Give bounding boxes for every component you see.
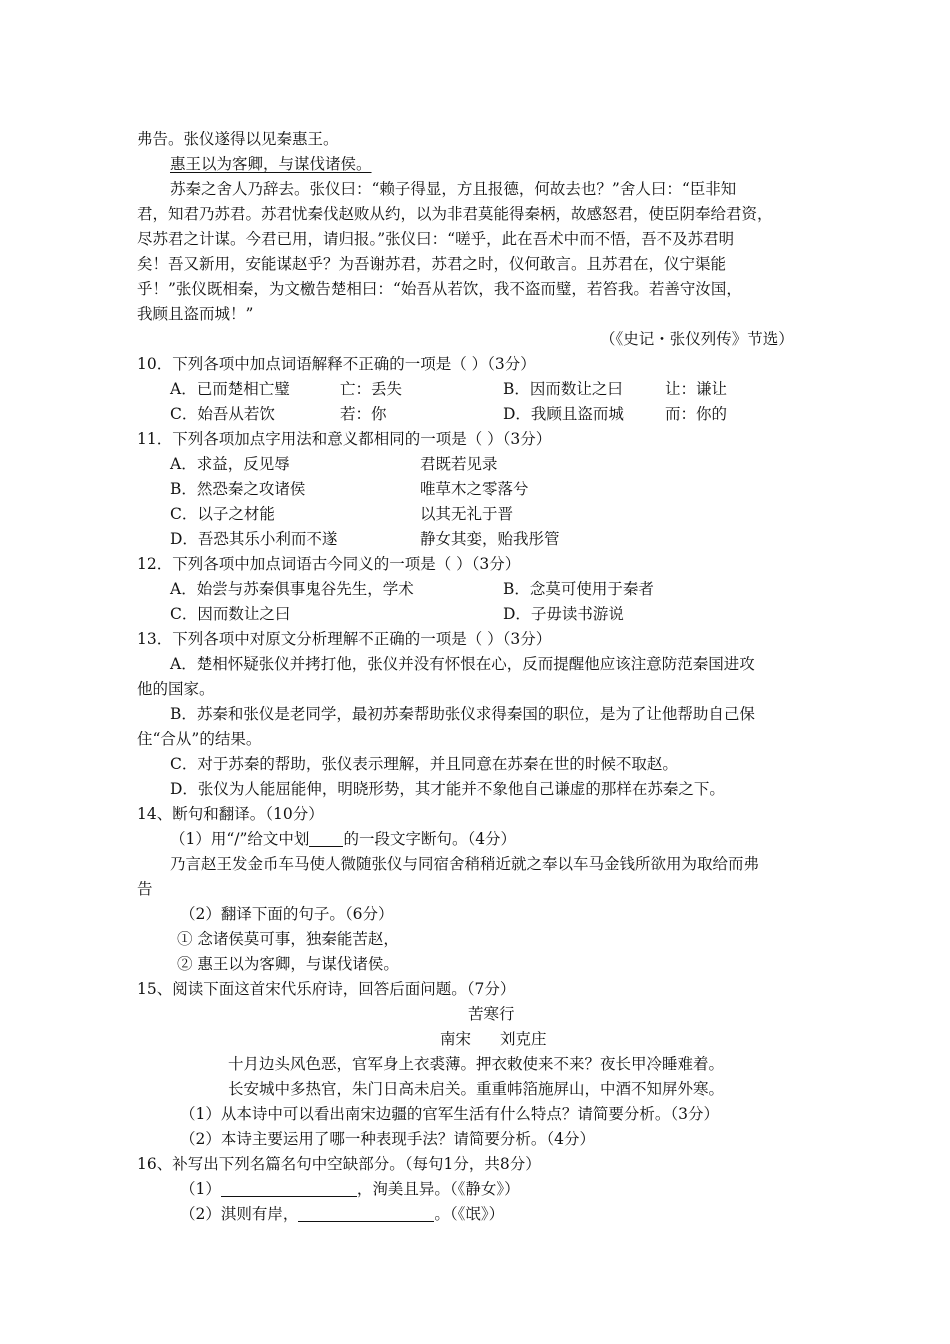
fill-blank[interactable]: [221, 1180, 357, 1197]
q12-option-b: B．念莫可使用于秦者: [503, 580, 654, 598]
q12-option-a: A．始尝与苏秦俱事鬼谷先生，学术: [170, 580, 414, 598]
q14-sentence-2: ② 惠王以为客卿，与谋伐诸侯。: [177, 955, 399, 973]
q15-sub2: （2）本诗主要运用了哪一种表现手法？请简要分析。（4分）: [180, 1130, 595, 1148]
q10-option-b: B．因而数让之曰: [503, 380, 623, 398]
underline-blank: [309, 830, 343, 847]
passage-line: 君，知君乃苏君。苏君忧秦伐赵败从约，以为非君莫能得秦柄，故感怒君，使臣阴奉给君资，: [137, 205, 773, 223]
passage-line: 弗告。张仪遂得以见秦惠王。: [137, 130, 339, 148]
q14-sentence-1: ① 念诸侯莫可事，独秦能苦赵，: [177, 930, 399, 948]
q10-option-c: C．始吾从若饮: [170, 405, 275, 423]
poem-line-1: 十月边头风色恶，官军身上衣裘薄。押衣敕使来不来？夜长甲冷睡难着。: [228, 1055, 725, 1073]
q14-part1: [170, 827, 516, 851]
q16-item-1-suffix: ，洵美且异。（《静女》）: [356, 1180, 520, 1198]
q11-option-d: D．吾恐其乐小利而不遂: [170, 530, 338, 548]
q11-option-d-compare: 静女其娈，贻我彤管: [420, 530, 560, 548]
q10-option-a: A．已而楚相亡璧: [170, 380, 290, 398]
q11-option-b-compare: 唯草木之零落兮: [420, 480, 529, 498]
q11-option-c: C．以子之材能: [170, 505, 275, 523]
passage-line: 乎！”张仪既相秦，为文檄告楚相曰：“始吾从若饮，我不盗而璧，若笞我。若善守汝国，: [137, 280, 742, 298]
q14-text-line: 乃言赵王发金币车马使人微随张仪与同宿舍稍稍近就之奉以车马金钱所欲用为取给而弗: [170, 855, 760, 873]
q13-option-a-cont: 他的国家。: [137, 680, 215, 698]
q13-option-b: B．苏秦和张仪是老同学，最初苏秦帮助张仪求得秦国的职位，是为了让他帮助自己保: [170, 705, 755, 723]
poem-title: 苦寒行: [468, 1005, 515, 1023]
q11-option-b: B．然恐秦之攻诸侯: [170, 480, 306, 498]
q10-stem: 10．下列各项中加点词语解释不正确的一项是（ ）（3分）: [137, 355, 536, 373]
poem-dynasty: 南宋: [440, 1030, 472, 1048]
q14-part1-prefix: （1）用“/”给文中划: [170, 830, 310, 848]
q11-option-c-compare: 以其无礼于晋: [420, 505, 514, 523]
q12-option-d: D．子毋读书游说: [503, 605, 624, 623]
q11-option-a: A．求益，反见辱: [170, 455, 290, 473]
q12-stem: 12．下列各项中加点词语古今同义的一项是（ ）（3分）: [137, 555, 521, 573]
q10-option-a-explanation: 亡：丢失: [340, 380, 403, 398]
q16-item-1: [180, 1177, 520, 1201]
q16-item-2-prefix: （2）淇则有岸，: [180, 1205, 299, 1223]
q14-part1-suffix: 的一段文字断句。（4分）: [343, 830, 517, 848]
q16-item-2: [180, 1202, 504, 1226]
q14-part2: （2）翻译下面的句子。（6分）: [180, 905, 394, 923]
q10-option-c-explanation: 若：你: [340, 405, 387, 423]
q14-stem: 14、断句和翻译。（10分）: [137, 805, 324, 823]
q10-option-d: D．我顾且盗而城: [503, 405, 624, 423]
q13-option-d: D．张仪为人能屈能伸，明晓形势，其才能并不象他自己谦虚的那样在苏秦之下。: [170, 780, 725, 798]
q10-option-b-explanation: 让：谦让: [665, 380, 728, 398]
passage-line: 矣！吾又新用，安能谋赵乎？为吾谢苏君，苏君之时，仪何敢言。且苏君在，仪宁渠能: [137, 255, 727, 273]
passage-source: （《史记・张仪列传》节选）: [600, 330, 794, 348]
poem-line-2: 长安城中多热官，朱门日高未启关。重重帏箔施屏山，中酒不知屏外寒。: [228, 1080, 725, 1098]
poem-author: 刘克庄: [500, 1030, 547, 1048]
q13-option-b-cont: 住“合从”的结果。: [137, 730, 262, 748]
q16-item-2-suffix: 。（《氓》）: [434, 1205, 505, 1223]
q15-sub1: （1）从本诗中可以看出南宋边疆的官军生活有什么特点？请简要分析。（3分）: [180, 1105, 719, 1123]
q11-stem: 11．下列各项加点字用法和意义都相同的一项是（ ）（3分）: [137, 430, 552, 448]
passage-underlined-line: 惠王以为客卿，与谋伐诸侯。: [170, 155, 372, 173]
passage-line: 尽苏君之计谋。今君已用，请归报。”张仪曰：“嗟乎，此在吾术中而不悟，吾不及苏君明: [137, 230, 735, 248]
q13-option-c: C．对于苏秦的帮助，张仪表示理解，并且同意在苏秦在世的时候不取赵。: [170, 755, 678, 773]
q13-stem: 13．下列各项中对原文分析理解不正确的一项是（ ）（3分）: [137, 630, 552, 648]
q16-item-1-prefix: （1）: [180, 1180, 221, 1198]
q16-stem: 16、补写出下列名篇名句中空缺部分。（每句1分，共8分）: [137, 1155, 541, 1173]
q14-text-line: 告: [137, 880, 153, 898]
passage-line: 苏秦之舍人乃辞去。张仪曰：“赖子得显，方且报德，何故去也？”舍人曰：“臣非知: [170, 180, 737, 198]
q12-option-c: C．因而数让之曰: [170, 605, 291, 623]
q10-option-d-explanation: 而：你的: [665, 405, 728, 423]
fill-blank[interactable]: [298, 1205, 434, 1222]
passage-line: 我顾且盗而城！”: [137, 305, 254, 323]
q13-option-a: A．楚相怀疑张仪并拷打他，张仪并没有怀恨在心，反而提醒他应该注意防范秦国进攻: [170, 655, 755, 673]
q11-option-a-compare: 君既若见录: [420, 455, 498, 473]
q15-stem: 15、阅读下面这首宋代乐府诗，回答后面问题。（7分）: [137, 980, 516, 998]
